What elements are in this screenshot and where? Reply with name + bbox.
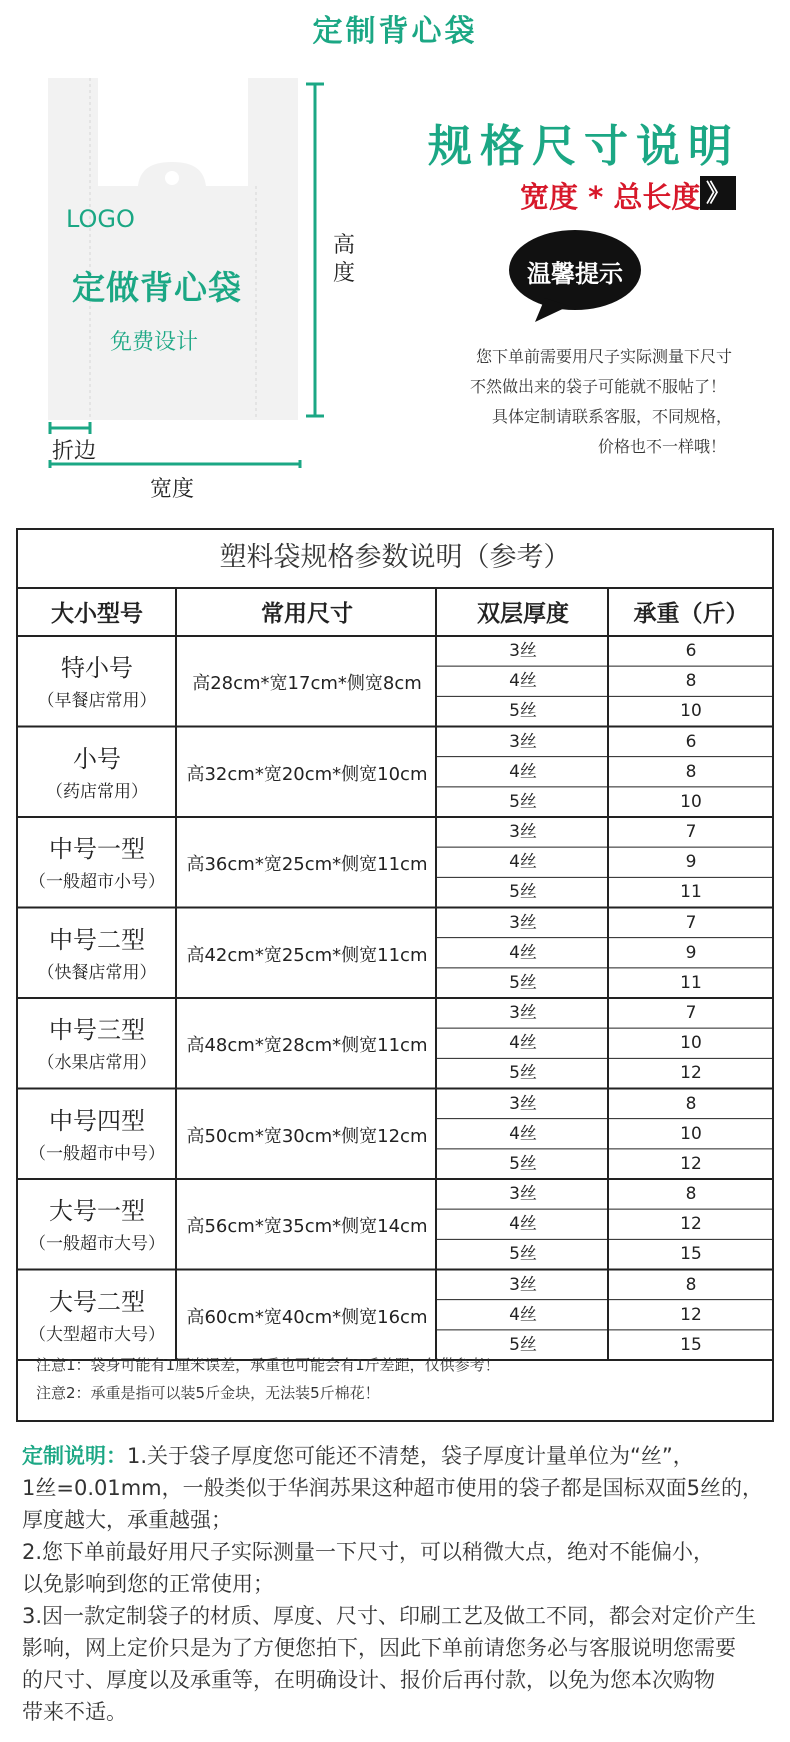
spec-subtitle: 宽度 * 总长度: [520, 180, 701, 214]
row-thickness: 5丝: [509, 701, 537, 722]
bag-main-text: 定做背心袋: [72, 268, 242, 307]
table-title: 塑料袋规格参数说明（参考）: [219, 542, 571, 573]
bag-sub-text: 免费设计: [110, 330, 199, 355]
row-thickness: 4丝: [509, 1304, 537, 1325]
explain-line: 1丝=0.01mm，一般类似于华润苏果这种超市使用的袋子都是国标双面5丝的，: [22, 1476, 763, 1500]
explain-line: 2.您下单前最好用尺子实际测量一下尺寸，可以稍微大点，绝对不能偏小，: [22, 1540, 715, 1564]
row-model-name: 小号: [73, 744, 121, 773]
explain-line: 定制说明：1.关于袋子厚度您可能还不清楚，袋子厚度计量单位为“丝”，: [22, 1444, 694, 1468]
row-load: 10: [680, 791, 702, 812]
row-load: 9: [685, 852, 697, 873]
row-load: 10: [680, 701, 702, 722]
row-thickness: 5丝: [509, 791, 537, 812]
row-load: 10: [680, 1123, 702, 1144]
row-model-name: 中号三型: [49, 1016, 145, 1044]
row-thickness: 3丝: [509, 1003, 537, 1023]
row-model-name: 大号二型: [49, 1287, 145, 1316]
row-load: 12: [680, 1214, 702, 1235]
row-thickness: 3丝: [509, 1184, 537, 1204]
header-load: 承重（斤）: [633, 601, 749, 627]
row-model-name: 中号一型: [49, 835, 145, 863]
tip-line: 价格也不一样哦！: [597, 437, 726, 456]
row-size: 高60cm*宽40cm*侧宽16cm: [186, 1306, 428, 1328]
row-load: 7: [685, 822, 697, 842]
row-size: 高56cm*宽35cm*侧宽14cm: [186, 1216, 428, 1237]
row-model-note: （早餐店常用）: [37, 691, 157, 711]
row-thickness: 3丝: [509, 641, 537, 661]
row-load: 12: [680, 1153, 702, 1174]
explain-line: 以免影响到您的正常使用；: [22, 1572, 274, 1596]
width-label: 宽度: [150, 477, 195, 502]
page-title: 定制背心袋: [312, 14, 478, 49]
row-size: 高42cm*宽25cm*侧宽11cm: [186, 944, 428, 966]
row-load: 11: [680, 882, 702, 903]
row-thickness: 4丝: [509, 852, 537, 873]
row-thickness: 5丝: [509, 1334, 537, 1355]
header-common-size: 常用尺寸: [261, 601, 353, 627]
row-load: 8: [685, 1093, 697, 1114]
row-thickness: 4丝: [509, 1123, 537, 1144]
row-size: 高50cm*宽30cm*侧宽12cm: [186, 1125, 428, 1147]
row-size: 高32cm*宽20cm*侧宽10cm: [186, 763, 428, 785]
bubble-text: 温馨提示: [527, 260, 623, 288]
tip-line: 您下单前需要用尺子实际测量下尺寸: [475, 347, 732, 366]
row-load: 7: [685, 912, 697, 933]
height-label: 高度: [332, 233, 355, 286]
row-load: 10: [680, 1033, 702, 1054]
header-thickness: 双层厚度: [477, 601, 569, 627]
row-load: 8: [685, 1184, 697, 1204]
row-load: 8: [685, 761, 697, 782]
spec-title: 规格尺寸说明: [428, 121, 740, 172]
row-load: 6: [685, 731, 697, 752]
explain-line: 3.因一款定制袋子的材质、厚度、尺寸、印刷工艺及做工不同，都会对定价产生: [22, 1604, 757, 1628]
note-line: 注意2：承重是指可以装5斤金块，无法装5斤棉花！: [36, 1384, 380, 1402]
row-model-name: 中号二型: [49, 925, 145, 954]
row-load: 6: [685, 641, 697, 661]
row-thickness: 5丝: [509, 1153, 537, 1174]
row-thickness: 5丝: [509, 882, 537, 903]
row-load: 8: [685, 1274, 697, 1295]
note-line: 注意1：袋身可能有1厘米误差，承重也可能会有1斤差距，仅供参考！: [36, 1356, 500, 1374]
row-model-note: （一般超市中号）: [29, 1143, 165, 1164]
row-load: 7: [685, 1003, 697, 1023]
row-thickness: 4丝: [509, 671, 537, 692]
row-load: 11: [680, 972, 702, 993]
row-model-note: （一般超市小号）: [29, 872, 165, 892]
tip-line: 具体定制请联系客服，不同规格，: [491, 407, 732, 426]
explain-line: 影响，网上定价只是为了方便您拍下，因此下单前请您务必与客服说明您需要: [22, 1636, 736, 1660]
row-thickness: 3丝: [509, 731, 537, 752]
row-load: 8: [685, 671, 697, 692]
row-load: 15: [680, 1244, 702, 1265]
row-model-note: （水果店常用）: [37, 1053, 157, 1073]
explain-line: 带来不适。: [22, 1700, 127, 1724]
bag-illustration: [48, 78, 298, 420]
row-thickness: 5丝: [509, 972, 537, 993]
row-thickness: 3丝: [509, 1093, 537, 1114]
row-model-note: （大型超市大号）: [29, 1324, 165, 1345]
row-thickness: 4丝: [509, 761, 537, 782]
row-load: 15: [680, 1334, 702, 1355]
double-chevron-icon: 》: [700, 176, 736, 210]
height-arrow: [300, 80, 330, 420]
row-load: 9: [685, 942, 697, 963]
explain-line: 的尺寸、厚度以及承重等，在明确设计、报价后再付款，以免为您本次购物: [22, 1668, 715, 1692]
explain-line: 厚度越大，承重越强；: [22, 1508, 232, 1532]
explain-head: 定制说明：: [22, 1444, 127, 1468]
header-size-model: 大小型号: [51, 601, 143, 627]
row-thickness: 5丝: [509, 1063, 537, 1084]
tip-line: 不然做出来的袋子可能就不服帖了！: [469, 377, 726, 396]
row-thickness: 4丝: [509, 942, 537, 963]
row-thickness: 5丝: [509, 1244, 537, 1265]
row-thickness: 4丝: [509, 1033, 537, 1054]
row-model-name: 中号四型: [49, 1106, 145, 1135]
row-model-name: 大号一型: [49, 1197, 145, 1225]
row-model-note: （一般超市大号）: [29, 1234, 165, 1254]
row-thickness: 3丝: [509, 822, 537, 842]
row-size: 高48cm*宽28cm*侧宽11cm: [186, 1035, 428, 1056]
bag-logo-text: LOGO: [66, 205, 135, 233]
row-load: 12: [680, 1304, 702, 1325]
row-model-note: （药店常用）: [46, 781, 148, 802]
explain-section: [22, 1440, 774, 1728]
row-model-note: （快餐店常用）: [37, 962, 157, 983]
row-size: 高36cm*宽25cm*侧宽11cm: [186, 854, 428, 875]
row-thickness: 3丝: [509, 912, 537, 933]
row-load: 12: [680, 1063, 702, 1084]
row-thickness: 4丝: [509, 1214, 537, 1235]
row-model-name: 特小号: [61, 654, 133, 682]
row-size: 高28cm*宽17cm*侧宽8cm: [192, 673, 422, 694]
row-thickness: 3丝: [509, 1274, 537, 1295]
fold-label: 折边: [52, 439, 97, 464]
